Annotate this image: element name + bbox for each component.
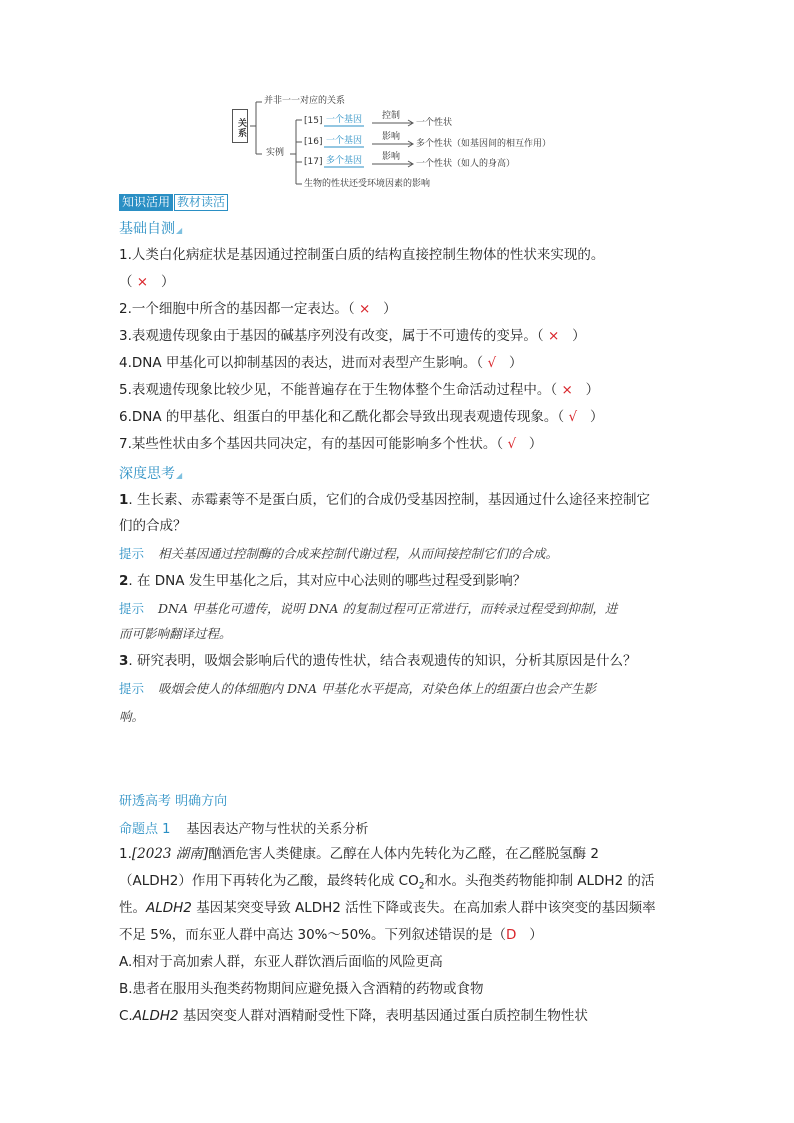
- answer-mark: ×: [561, 382, 573, 398]
- diagram-row-arrow-label: 控制: [382, 111, 401, 121]
- diagram-row-blank: 多个基因: [326, 156, 363, 166]
- answer-mark: √: [507, 436, 517, 452]
- deep-think-heading: 深度思考◢: [119, 466, 183, 482]
- concept-diagram: [232, 92, 652, 192]
- diagram-row-result: 一个性状: [416, 118, 453, 128]
- diagram-root: 关系: [232, 109, 248, 143]
- diagram-row-blank: 一个基因: [326, 136, 363, 146]
- triangle-icon: ◢: [176, 471, 183, 480]
- diagram-row-num: [15]: [304, 116, 323, 126]
- self-test-item: 1.人类白化病症状是基因通过控制蛋白质的结构直接控制生物体的性状来实现的。: [119, 247, 605, 263]
- hint-label: 提示: [119, 601, 145, 616]
- hint-3-cont: 响。: [119, 709, 145, 724]
- self-test-item-cont: （ × ）: [119, 274, 175, 290]
- answer-mark: ×: [547, 328, 560, 344]
- exam-question-line: 1.[2023 湖南]酗酒危害人类健康。乙醇在人体内先转化为乙醛，在乙醛脱氢酶 2: [119, 846, 599, 862]
- exam-question-line: （ALDH2）作用下再转化为乙酸，最终转化成 $CO_2$和水。头孢类药物能抑制 ALDH2 的活: [119, 873, 655, 892]
- exam-heading: 研透高考 明确方向: [119, 794, 228, 809]
- badge-textbook: 教材读活: [174, 194, 228, 211]
- self-test-item: 6.DNA 的甲基化、组蛋白的甲基化和乙酰化都会导致出现表观遗传现象。（ √ ）: [119, 409, 604, 425]
- diagram-last: 生物的性状还受环境因素的影响: [304, 179, 431, 189]
- hint-label: 提示: [119, 546, 145, 561]
- self-test-item: 7.某些性状由多个基因共同决定，有的基因可能影响多个性状。（ √ ）: [119, 436, 543, 452]
- exam-question-line: 性。ALDH2 基因某突变导致 ALDH2 活性下降或丧失。在高加索人群中该突变的基因频率: [119, 900, 656, 916]
- hint-2: 提示 DNA 甲基化可遗传，说明 DNA 的复制过程可正常进行，而转录过程受到抑制，进: [119, 601, 618, 616]
- self-test-item: 3.表观遗传现象由于基因的碱基序列没有改变，属于不可遗传的变异。（ × ）: [119, 328, 586, 344]
- diagram-row-num: [16]: [304, 137, 323, 147]
- answer-mark: √: [568, 409, 578, 425]
- badge-knowledge: 知识活用: [119, 194, 173, 211]
- answer-mark: ×: [358, 301, 371, 317]
- hint-2-cont: 而可影响翻译过程。: [119, 626, 232, 641]
- hint-3: 提示 吸烟会使人的体细胞内 DNA 甲基化水平提高，对染色体上的组蛋白也会产生影: [119, 681, 596, 696]
- answer-mark: D: [506, 927, 517, 943]
- option-a: A.相对于高加索人群，东亚人群饮酒后面临的风险更高: [119, 954, 443, 970]
- diagram-row-arrow-label: 影响: [382, 132, 401, 142]
- diagram-row-blank: 一个基因: [326, 115, 363, 125]
- hint-label: 提示: [119, 681, 145, 696]
- question-1-cont: 们的合成？: [119, 518, 187, 534]
- question-2: 2. 在 DNA 发生甲基化之后，其对应中心法则的哪些过程受到影响？: [119, 573, 527, 589]
- option-b: B.患者在服用头孢类药物期间应避免摄入含酒精的药物或食物: [119, 981, 484, 997]
- self-test-heading: 基础自测◢: [119, 221, 183, 237]
- triangle-icon: ◢: [176, 226, 183, 235]
- diagram-row-result: 一个性状（如人的身高）: [416, 159, 516, 169]
- section-badges: [119, 194, 228, 211]
- self-test-item: 5.表观遗传现象比较少见，不能普遍存在于生物体整个生命活动过程中。（ × ）: [119, 382, 600, 398]
- self-test-item: 2.一个细胞中所含的基因都一定表达。（ × ）: [119, 301, 397, 317]
- option-c: C.ALDH2 基因突变人群对酒精耐受性下降，表明基因通过蛋白质控制生物性状: [119, 1008, 588, 1024]
- question-3: 3. 研究表明，吸烟会影响后代的遗传性状，结合表观遗传的知识，分析其原因是什么？: [119, 653, 637, 669]
- diagram-row-arrow-label: 影响: [382, 152, 401, 162]
- diagram-row-num: [17]: [304, 157, 323, 167]
- proposition-point: 命题点 1 基因表达产物与性状的关系分析: [119, 822, 369, 837]
- hint-1: 提示 相关基因通过控制酶的合成来控制代谢过程，从而间接控制它们的合成。: [119, 546, 559, 561]
- diagram-row-result: 多个性状（如基因间的相互作用）: [416, 139, 552, 149]
- diagram-branch-2: 实例: [266, 148, 285, 158]
- diagram-branch-1: 并非一一对应的关系: [264, 96, 346, 106]
- question-source: [2023 湖南]: [131, 846, 209, 862]
- answer-mark: ×: [136, 274, 149, 290]
- question-1: 1. 生长素、赤霉素等不是蛋白质，它们的合成仍受基因控制，基因通过什么途径来控制它: [119, 492, 650, 508]
- self-test-item: 4.DNA 甲基化可以抑制基因的表达，进而对表型产生影响。（ √ ）: [119, 355, 523, 371]
- answer-mark: √: [487, 355, 497, 371]
- exam-question-line: 不足 5%，而东亚人群中高达 30%～50%。下列叙述错误的是（D ）: [119, 927, 543, 943]
